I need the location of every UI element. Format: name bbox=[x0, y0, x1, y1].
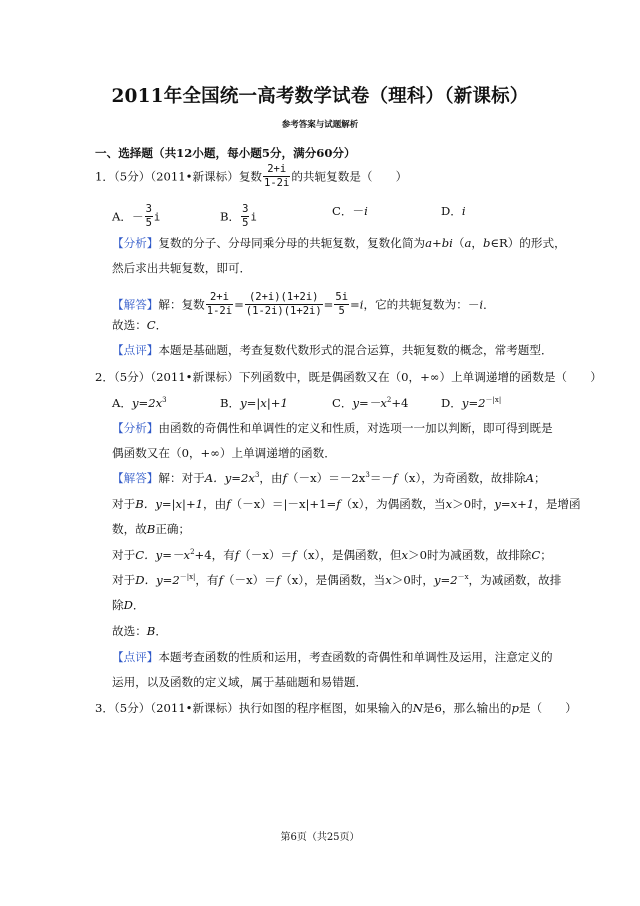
q1-choice-b-unit: i bbox=[250, 211, 257, 224]
q2-answer-d-line2 bbox=[112, 598, 145, 612]
q2-c1g: （－x）＝ bbox=[239, 548, 293, 562]
q1-choice-b-label: B． bbox=[220, 209, 241, 224]
section-heading: 一、选择题（共12小题，每小题5分，满分60分） bbox=[95, 146, 356, 160]
q2-answer-tag: 【解答】 bbox=[112, 471, 159, 485]
q1-choice-a-unit: i bbox=[153, 211, 161, 224]
q2-d2: 除 bbox=[112, 598, 124, 612]
q1-choice-c-unit: i bbox=[364, 204, 368, 218]
q1-analysis-line2: 然后求出共轭复数，即可． bbox=[112, 261, 252, 275]
q1-analysis-b: b bbox=[482, 236, 491, 250]
q1-choice-b-num: 3 bbox=[242, 203, 249, 215]
q1-analysis-a: a bbox=[464, 236, 472, 250]
q2-c1: 对于 bbox=[112, 548, 136, 562]
q2-a1d: 3 bbox=[254, 471, 260, 479]
q1-comment-tag: 【点评】 bbox=[112, 343, 159, 357]
q1-answer-frac2 bbox=[245, 291, 323, 318]
q2-analysis bbox=[112, 421, 553, 435]
q2-c1d: 2 bbox=[190, 548, 195, 556]
q2-b1i: x bbox=[445, 497, 453, 511]
q2-d1h: f bbox=[275, 573, 281, 587]
q1-choice-b-frac bbox=[241, 203, 249, 230]
q1-choice-c-label: C．－ bbox=[332, 204, 365, 218]
q1-answer-frac3-den: 5 bbox=[338, 305, 345, 317]
q2-analysis-tag: 【分析】 bbox=[112, 421, 159, 435]
q2-comment-text: 本题考查函数的性质和运用，考查函数的奇偶性和单调性及运用，注意定义的 bbox=[158, 650, 553, 664]
q1-choose-letter: C bbox=[146, 318, 156, 332]
q2-a1b: A． bbox=[204, 471, 225, 485]
q1-answer-post: ，它的共轭复数为：－ bbox=[363, 297, 480, 312]
q2-a1m: ； bbox=[533, 471, 546, 485]
q1-choose: 故选：C． bbox=[112, 318, 168, 332]
q2-choose: 故选：B． bbox=[112, 624, 167, 638]
q2-a1i: ＝－ bbox=[369, 471, 394, 485]
q2-c1b: C． bbox=[135, 548, 156, 562]
q1-analysis-tail: ∈R）的形式， bbox=[490, 236, 566, 250]
q2-c1f: f bbox=[234, 548, 240, 562]
q1-analysis bbox=[112, 236, 566, 250]
q2-b1f: （－x）＝|－x|+1= bbox=[230, 497, 337, 511]
q2-c1e: +4，有 bbox=[194, 548, 235, 562]
q2-c1m: ； bbox=[540, 548, 552, 562]
q2-choice-a-expr: y=2x bbox=[131, 396, 163, 410]
q2-analysis-line2: 偶函数又在（0，+∞）上单调递增的函数． bbox=[112, 446, 336, 460]
q2-a1l: A bbox=[525, 471, 534, 485]
q3-stem-b: 是6，那么输出的 bbox=[422, 701, 512, 715]
q2-b1c: y=|x|+1 bbox=[155, 497, 204, 511]
q2-d2c: ． bbox=[132, 598, 145, 612]
q2-d1c: y=2 bbox=[156, 573, 180, 587]
q2-d1d: －|x| bbox=[179, 573, 196, 581]
q2-c1l: C bbox=[531, 548, 541, 562]
q1-suffix: 的共轭复数是（ ） bbox=[291, 169, 408, 184]
q1-analysis-paren: （ bbox=[452, 236, 465, 250]
q1-stem bbox=[95, 164, 407, 191]
q1-analysis-tag: 【分析】 bbox=[112, 236, 159, 250]
q2-answer-a bbox=[112, 471, 546, 485]
q1-answer-frac1-den: 1-2i bbox=[206, 305, 233, 317]
q2-d2b: D bbox=[123, 598, 133, 612]
q2-a1k: （x），为奇函数，故排除 bbox=[397, 471, 526, 485]
q2-stem: 2．（5分）（2011•新课标）下列函数中，既是偶函数又在（0，+∞）上单调递增的函数是（ ） bbox=[95, 370, 602, 384]
q2-answer-c bbox=[112, 548, 552, 562]
q2-c1i: （x），是偶函数，但 bbox=[296, 548, 402, 562]
q2-choice-c-expr: y=－x bbox=[352, 396, 387, 410]
q1-answer-eq-i: i bbox=[359, 297, 364, 312]
q2-c1h: f bbox=[292, 548, 297, 562]
q2-d1l: y=2 bbox=[433, 573, 458, 587]
q2-c1c: y=－x bbox=[155, 548, 191, 562]
q2-answer-b-line2 bbox=[112, 522, 190, 536]
q2-b2b: B bbox=[146, 522, 156, 536]
q2-b2: 数，故 bbox=[112, 522, 147, 536]
q1-choose-text: 故选： bbox=[112, 318, 147, 332]
q2-b1l: ，是增函 bbox=[534, 497, 581, 511]
q2-choose-letter: B bbox=[146, 624, 156, 638]
q2-choice-c-label: C． bbox=[332, 396, 353, 410]
q2-a1g: （－x）＝－2x bbox=[286, 471, 366, 485]
q2-comment-line2: 运用，以及函数的定义域，属于基础题和易错题． bbox=[112, 675, 368, 689]
q2-choice-c-tail: +4 bbox=[391, 396, 409, 410]
q1-fraction bbox=[263, 163, 290, 190]
q1-answer-frac2-num: (2+i)(1+2i) bbox=[245, 291, 323, 305]
q2-a1e: ，由 bbox=[259, 471, 283, 485]
q2-choice-b-expr: y=|x|+1 bbox=[240, 396, 288, 410]
page-title: 2011年全国统一高考数学试卷（理科）（新课标） bbox=[111, 86, 529, 107]
q2-d1m: －x bbox=[457, 573, 469, 581]
q2-c1j: x bbox=[401, 548, 408, 562]
q1-analysis-comma: ， bbox=[471, 236, 483, 250]
q2-choose-text: 故选： bbox=[112, 624, 147, 638]
q3-stem bbox=[95, 701, 577, 715]
q2-choice-d bbox=[441, 396, 501, 410]
q2-analysis-text: 由函数的奇偶性和单调性的定义和性质，对选项一一加以判断，即可得到既是 bbox=[158, 421, 553, 435]
q2-b1e: f bbox=[226, 497, 231, 511]
q1-choice-d-label: D． bbox=[441, 204, 462, 218]
q1-answer-frac3-num: 5i bbox=[335, 291, 349, 303]
q2-choice-a-label: A． bbox=[112, 396, 132, 410]
q1-choice-a-label: A．－ bbox=[112, 209, 144, 224]
q2-b1k: y=x+1 bbox=[494, 497, 535, 511]
q1-choice-a-den: 5 bbox=[145, 217, 152, 229]
q2-choice-c bbox=[332, 396, 408, 410]
page-subtitle: 参考答案与试题解析 bbox=[281, 120, 359, 130]
q2-choice-c-exp: 2 bbox=[386, 396, 392, 404]
q2-choice-a bbox=[112, 396, 167, 410]
q1-choice-b-den: 5 bbox=[242, 217, 249, 229]
q2-choice-d-expr: y=2 bbox=[461, 396, 486, 410]
q2-choice-a-exp: 3 bbox=[162, 396, 167, 404]
q1-analysis-abi: a+bi bbox=[425, 236, 453, 250]
q1-comment-text: 本题是基础题，考查复数代数形式的混合运算，共轭复数的概念，常考题型． bbox=[158, 343, 553, 357]
q3-stem-n: N bbox=[412, 701, 423, 715]
q2-answer-d bbox=[112, 573, 561, 587]
q2-b1g: f bbox=[336, 497, 341, 511]
q2-choice-d-exp: －|x| bbox=[485, 396, 502, 404]
q1-answer-frac2-den: (1-2i)(1+2i) bbox=[245, 305, 322, 317]
q2-d1n: ，为减函数，故排 bbox=[468, 573, 562, 587]
q2-d1i: （x），是偶函数，当 bbox=[280, 573, 386, 587]
q1-analysis-text: 复数的分子、分母同乘分母的共轭复数，复数化简为 bbox=[158, 236, 426, 250]
q2-d1g: （－x）＝ bbox=[222, 573, 276, 587]
q2-b1b: B． bbox=[135, 497, 156, 511]
q1-choice-a-num: 3 bbox=[145, 203, 152, 215]
q2-choice-b-label: B． bbox=[220, 396, 241, 410]
q1-choice-d bbox=[441, 204, 466, 218]
q1-answer-i: i bbox=[479, 297, 484, 312]
q2-b1h: （x），为偶函数，当 bbox=[340, 497, 446, 511]
q1-frac-num: 2+i bbox=[263, 163, 290, 177]
q1-frac-den: 1-2i bbox=[264, 177, 290, 189]
q1-choice-c bbox=[332, 204, 368, 218]
q2-d1f: f bbox=[218, 573, 223, 587]
q1-comment bbox=[112, 343, 553, 357]
q2-d1j: x bbox=[385, 573, 392, 587]
q1-answer-tag: 【解答】 bbox=[112, 297, 159, 312]
q2-b1d: ，由 bbox=[203, 497, 227, 511]
q2-b1: 对于 bbox=[112, 497, 136, 511]
q2-a1c: y=2x bbox=[224, 471, 255, 485]
q1-choice-d-unit: i bbox=[461, 204, 466, 218]
q2-comment-tag: 【点评】 bbox=[112, 650, 159, 664]
q3-stem-p: p bbox=[511, 701, 519, 715]
q1-choice-b bbox=[220, 204, 257, 231]
q1-answer-pre: 解：复数 bbox=[158, 297, 205, 312]
q1-answer: 【解答】解：复数 $\frac{2+i}{1-2i}$ = $\frac{(2+i)(1+2i)}{(1-2i)(1+2i)}$ = $\frac{5i}{5}$ =i，它的共轭复数为：－i． bbox=[112, 291, 495, 317]
q1-answer-frac1 bbox=[206, 291, 233, 318]
q3-stem-a: 3．（5分）（2011•新课标）执行如图的程序框图，如果输入的 bbox=[95, 701, 413, 715]
q2-comment bbox=[112, 650, 553, 664]
q2-b1j: ＞0时， bbox=[452, 497, 495, 511]
q2-answer-b bbox=[112, 497, 581, 511]
q1-answer-frac1-num: 2+i bbox=[206, 291, 233, 305]
q2-a1j: f bbox=[393, 471, 398, 485]
q2-d1: 对于 bbox=[112, 573, 136, 587]
page-footer: 第6页（共25页） bbox=[280, 832, 360, 843]
q2-c1k: ＞0时为减函数，故排除 bbox=[407, 548, 532, 562]
q1-prefix: 1．（5分）（2011•新课标）复数 bbox=[95, 169, 263, 184]
q2-d1b: D． bbox=[135, 573, 157, 587]
q2-d1e: ，有 bbox=[195, 573, 219, 587]
q2-choice-d-label: D． bbox=[441, 396, 462, 410]
q1-answer-frac3 bbox=[334, 291, 349, 318]
q1-choice-a bbox=[112, 204, 160, 231]
q2-a1: 解：对于 bbox=[158, 471, 205, 485]
q1-choice-a-frac bbox=[145, 203, 153, 230]
q2-choice-b bbox=[220, 396, 288, 410]
q3-stem-c: 是（ ） bbox=[518, 701, 577, 715]
q2-b2c: 正确； bbox=[155, 522, 191, 536]
q2-a1f: f bbox=[282, 471, 287, 485]
q2-d1k: ＞0时， bbox=[391, 573, 434, 587]
q2-a1h: 3 bbox=[365, 471, 370, 479]
